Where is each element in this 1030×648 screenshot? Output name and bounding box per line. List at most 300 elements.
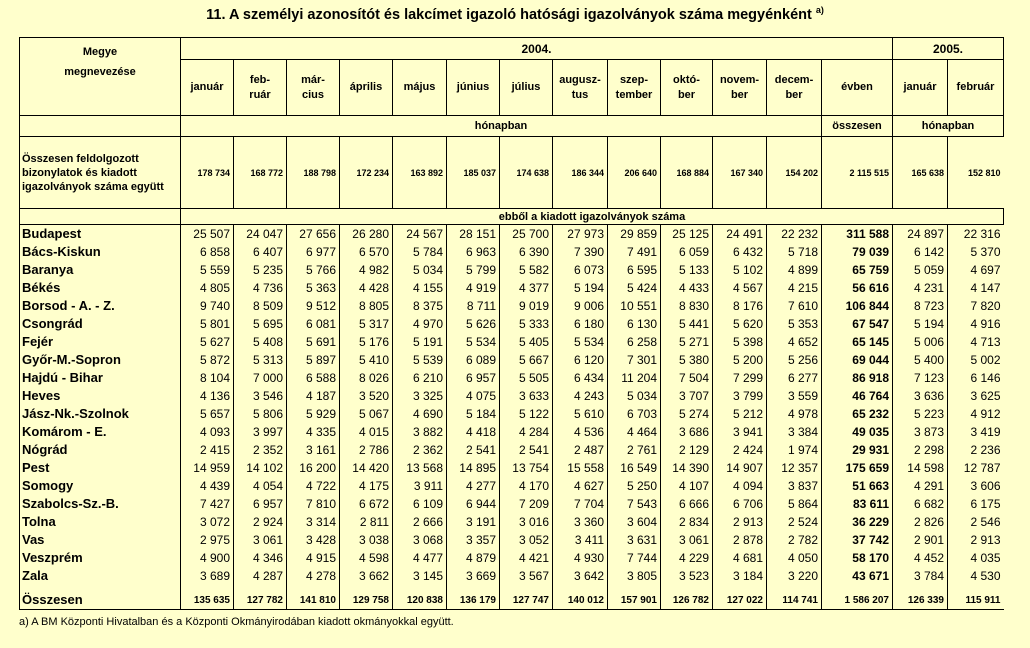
county-value: 4 713 [948,333,1004,351]
county-value: 22 316 [948,225,1004,244]
county-value: 4 050 [767,549,822,567]
county-value: 2 546 [948,513,1004,531]
county-value: 2 782 [767,531,822,549]
total-processed-value: 165 638 [893,137,948,209]
total-processed-value: 188 798 [287,137,340,209]
county-value: 65 232 [822,405,893,423]
county-value: 6 666 [661,495,713,513]
county-value: 311 588 [822,225,893,244]
county-value: 6 706 [713,495,767,513]
county-value: 4 287 [234,567,287,585]
county-value: 4 970 [393,315,447,333]
county-value: 3 325 [393,387,447,405]
county-value: 3 411 [553,531,608,549]
county-value: 6 059 [661,243,713,261]
county-value: 4 536 [553,423,608,441]
county-value: 5 784 [393,243,447,261]
county-value: 24 047 [234,225,287,244]
total-processed-value: 172 234 [340,137,393,209]
county-value: 4 243 [553,387,608,405]
county-name: Szabolcs-Sz.-B. [20,495,181,513]
county-value: 43 671 [822,567,893,585]
county-value: 3 220 [767,567,822,585]
county-value: 3 191 [447,513,500,531]
county-value: 3 805 [608,567,661,585]
summary-value: 127 022 [713,585,767,609]
summary-value: 114 741 [767,585,822,609]
county-value: 5 627 [181,333,234,351]
county-name: Budapest [20,225,181,244]
county-value: 5 398 [713,333,767,351]
title-text: 11. A személyi azonosítót és lakcímet igazoló hatósági igazolványok száma megyénként [206,7,812,23]
county-name: Nógrád [20,441,181,459]
summary-value: 126 782 [661,585,713,609]
month-header-line1: októ- [673,73,700,86]
total-processed-value: 167 340 [713,137,767,209]
county-value: 7 744 [608,549,661,567]
month-header-line2: tember [615,88,653,101]
county-value: 8 711 [447,297,500,315]
county-value: 3 642 [553,567,608,585]
county-value: 24 567 [393,225,447,244]
county-value: 4 477 [393,549,447,567]
county-value: 2 129 [661,441,713,459]
county-name: Heves [20,387,181,405]
month-header-2004 [661,60,713,116]
county-value: 4 805 [181,279,234,297]
county-value: 29 859 [608,225,661,244]
county-value: 4 136 [181,387,234,405]
county-value: 5 034 [608,387,661,405]
month-header-line1: február [956,81,995,93]
county-value: 2 424 [713,441,767,459]
county-value: 26 280 [340,225,393,244]
county-value: 14 420 [340,459,393,477]
county-value: 3 052 [500,531,553,549]
county-value: 3 799 [713,387,767,405]
county-value: 4 377 [500,279,553,297]
total-processed-value: 168 772 [234,137,287,209]
county-value: 3 360 [553,513,608,531]
county-value: 3 523 [661,567,713,585]
county-value: 2 524 [767,513,822,531]
county-value: 2 975 [181,531,234,549]
county-value: 3 882 [393,423,447,441]
county-value: 5 133 [661,261,713,279]
month-header-line1: április [349,81,383,93]
county-value: 5 620 [713,315,767,333]
county-value: 5 929 [287,405,340,423]
county-value: 2 541 [447,441,500,459]
county-value: 4 277 [447,477,500,495]
county-value: 5 691 [287,333,340,351]
summary-value: 136 179 [447,585,500,609]
county-header [20,38,181,116]
county-value: 5 626 [447,315,500,333]
table-row [20,459,1004,477]
total-processed-label: Összesen feldolgozott bizonylatok és kiadott igazolványok száma együtt [20,137,181,209]
year-2005-header: 2005. [893,38,1004,60]
table-row [20,315,1004,333]
county-value: 13 568 [393,459,447,477]
county-name: Borsod - A. - Z. [20,297,181,315]
county-value: 6 210 [393,369,447,387]
county-value: 5 799 [447,261,500,279]
table-row [20,225,1004,244]
county-value: 6 130 [608,315,661,333]
table-row [20,333,1004,351]
month-header-line2: ber [677,88,696,101]
total-processed-value: 168 884 [661,137,713,209]
county-value: 5 353 [767,315,822,333]
county-value: 3 068 [393,531,447,549]
month-header-line1: június [456,81,490,93]
table-row [20,513,1004,531]
summary-value: 127 782 [234,585,287,609]
county-value: 25 700 [500,225,553,244]
county-value: 7 543 [608,495,661,513]
county-value: 5 034 [393,261,447,279]
county-value: 4 346 [234,549,287,567]
county-name: Tolna [20,513,181,531]
county-value: 2 913 [948,531,1004,549]
month-header-2005 [893,60,948,116]
month-header-2004 [340,60,393,116]
summary-value: 1 586 207 [822,585,893,609]
county-value: 3 357 [447,531,500,549]
county-value: 175 659 [822,459,893,477]
county-value: 8 375 [393,297,447,315]
county-value: 4 155 [393,279,447,297]
county-value: 7 427 [181,495,234,513]
table-row [20,567,1004,585]
county-value: 5 223 [893,405,948,423]
county-value: 4 567 [713,279,767,297]
county-value: 4 094 [713,477,767,495]
county-name: Fejér [20,333,181,351]
month-header-2004 [553,60,608,116]
county-value: 5 582 [500,261,553,279]
county-value: 16 549 [608,459,661,477]
total-processed-value: 178 734 [181,137,234,209]
county-value: 4 627 [553,477,608,495]
county-value: 3 559 [767,387,822,405]
month-header-line1: január [903,81,937,93]
county-value: 7 491 [608,243,661,261]
county-value: 6 682 [893,495,948,513]
osszesen-label: összesen [822,116,893,137]
county-value: 8 104 [181,369,234,387]
month-header-2005 [948,60,1004,116]
summary-value: 115 911 [948,585,1004,609]
county-value: 5 534 [447,333,500,351]
page-title [0,5,1030,23]
county-value: 4 912 [948,405,1004,423]
county-value: 4 722 [287,477,340,495]
county-value: 2 826 [893,513,948,531]
table-row [20,477,1004,495]
county-value: 10 551 [608,297,661,315]
county-name: Győr-M.-Sopron [20,351,181,369]
county-value: 6 109 [393,495,447,513]
summary-value: 120 838 [393,585,447,609]
county-value: 3 016 [500,513,553,531]
county-value: 2 924 [234,513,287,531]
summary-value: 157 901 [608,585,661,609]
month-header-line1: augusz- [559,73,601,86]
month-header-line2: ber [785,88,803,101]
county-value: 6 175 [948,495,1004,513]
month-header-line2: cius [301,88,324,101]
county-value: 4 899 [767,261,822,279]
county-value: 5 441 [661,315,713,333]
county-value: 5 256 [767,351,822,369]
county-value: 5 313 [234,351,287,369]
county-value: 2 834 [661,513,713,531]
county-value: 6 073 [553,261,608,279]
table-row [20,441,1004,459]
county-value: 5 122 [500,405,553,423]
total-processed-value: 2 115 515 [822,137,893,209]
county-value: 5 102 [713,261,767,279]
county-value: 14 598 [893,459,948,477]
table-row [20,387,1004,405]
county-value: 3 567 [500,567,553,585]
county-value: 2 236 [948,441,1004,459]
statistics-table-frame [19,37,1004,610]
month-header-2004 [393,60,447,116]
county-value: 25 125 [661,225,713,244]
county-value: 4 428 [340,279,393,297]
county-value: 5 067 [340,405,393,423]
county-value: 13 754 [500,459,553,477]
county-value: 5 370 [948,243,1004,261]
summary-value: 127 747 [500,585,553,609]
county-value: 28 151 [447,225,500,244]
county-value: 6 434 [553,369,608,387]
county-name: Hajdú - Bihar [20,369,181,387]
county-value: 6 595 [608,261,661,279]
county-header-line2: megnevezése [64,66,136,78]
county-value: 5 667 [500,351,553,369]
county-value: 5 806 [234,405,287,423]
county-value: 6 390 [500,243,553,261]
county-value: 5 408 [234,333,287,351]
county-value: 29 931 [822,441,893,459]
county-value: 3 546 [234,387,287,405]
total-processed-value: 174 638 [500,137,553,209]
county-value: 3 604 [608,513,661,531]
county-value: 5 194 [553,279,608,297]
county-value: 4 231 [893,279,948,297]
county-value: 51 663 [822,477,893,495]
summary-value: 129 758 [340,585,393,609]
county-value: 5 271 [661,333,713,351]
county-value: 14 390 [661,459,713,477]
county-value: 4 530 [948,567,1004,585]
county-value: 27 656 [287,225,340,244]
county-value: 8 723 [893,297,948,315]
county-value: 6 957 [234,495,287,513]
county-value: 4 464 [608,423,661,441]
county-value: 36 229 [822,513,893,531]
table-row [20,495,1004,513]
county-value: 4 215 [767,279,822,297]
county-value: 7 504 [661,369,713,387]
county-value: 3 662 [340,567,393,585]
county-value: 5 002 [948,351,1004,369]
county-value: 2 786 [340,441,393,459]
county-value: 79 039 [822,243,893,261]
county-value: 4 418 [447,423,500,441]
county-value: 3 633 [500,387,553,405]
county-value: 4 978 [767,405,822,423]
county-value: 4 035 [948,549,1004,567]
county-value: 5 176 [340,333,393,351]
total-processed-value: 163 892 [393,137,447,209]
header-spacer [20,116,181,137]
county-value: 7 390 [553,243,608,261]
county-value: 24 491 [713,225,767,244]
county-value: 5 405 [500,333,553,351]
county-value: 24 897 [893,225,948,244]
county-value: 5 897 [287,351,340,369]
county-name: Komárom - E. [20,423,181,441]
county-value: 5 380 [661,351,713,369]
summary-value: 140 012 [553,585,608,609]
county-value: 5 424 [608,279,661,297]
county-value: 6 120 [553,351,608,369]
county-value: 5 194 [893,315,948,333]
county-value: 3 625 [948,387,1004,405]
county-value: 5 317 [340,315,393,333]
county-value: 2 811 [340,513,393,531]
county-value: 4 175 [340,477,393,495]
county-value: 6 957 [447,369,500,387]
subheading: ebből a kiadott igazolványok száma [181,209,1004,225]
county-value: 5 191 [393,333,447,351]
county-name: Veszprém [20,549,181,567]
month-header-line1: szep- [619,73,649,86]
county-value: 86 918 [822,369,893,387]
county-value: 3 184 [713,567,767,585]
month-header-line1: novem- [719,73,760,86]
county-value: 4 284 [500,423,553,441]
month-header-line1: május [403,81,436,93]
month-header-2004 [234,60,287,116]
county-value: 6 180 [553,315,608,333]
county-value: 4 291 [893,477,948,495]
county-value: 14 907 [713,459,767,477]
county-value: 3 707 [661,387,713,405]
county-value: 6 407 [234,243,287,261]
table-row [20,351,1004,369]
county-value: 16 200 [287,459,340,477]
county-value: 5 410 [340,351,393,369]
table-row [20,279,1004,297]
county-value: 6 081 [287,315,340,333]
county-value: 11 204 [608,369,661,387]
county-value: 3 314 [287,513,340,531]
county-value: 7 820 [948,297,1004,315]
county-value: 4 015 [340,423,393,441]
county-value: 65 759 [822,261,893,279]
county-value: 7 123 [893,369,948,387]
county-value: 2 761 [608,441,661,459]
county-value: 7 704 [553,495,608,513]
county-value: 6 277 [767,369,822,387]
county-value: 1 974 [767,441,822,459]
county-value: 4 452 [893,549,948,567]
county-value: 25 507 [181,225,234,244]
county-value: 8 026 [340,369,393,387]
county-value: 4 187 [287,387,340,405]
county-value: 3 873 [893,423,948,441]
county-value: 106 844 [822,297,893,315]
month-header-line1: már- [301,73,325,86]
county-value: 2 878 [713,531,767,549]
table-row [20,423,1004,441]
year-total-header: évben [822,60,893,116]
county-value: 5 006 [893,333,948,351]
county-value: 5 534 [553,333,608,351]
month-header-2004 [447,60,500,116]
county-value: 6 672 [340,495,393,513]
county-value: 5 539 [393,351,447,369]
county-value: 8 830 [661,297,713,315]
county-value: 6 570 [340,243,393,261]
county-value: 4 681 [713,549,767,567]
county-value: 5 274 [661,405,713,423]
county-value: 46 764 [822,387,893,405]
county-value: 8 509 [234,297,287,315]
county-value: 4 147 [948,279,1004,297]
county-value: 14 895 [447,459,500,477]
county-value: 67 547 [822,315,893,333]
county-value: 4 170 [500,477,553,495]
month-header-line1: július [511,81,541,93]
county-value: 4 433 [661,279,713,297]
county-value: 5 801 [181,315,234,333]
summary-label: Összesen [20,585,181,609]
total-processed-value: 206 640 [608,137,661,209]
month-header-2004 [181,60,234,116]
county-value: 7 000 [234,369,287,387]
county-value: 2 913 [713,513,767,531]
subheading-spacer [20,209,181,225]
table-row [20,369,1004,387]
county-value: 2 352 [234,441,287,459]
county-value: 3 145 [393,567,447,585]
county-value: 4 229 [661,549,713,567]
county-value: 3 636 [893,387,948,405]
county-value: 5 505 [500,369,553,387]
month-header-line1: január [190,81,224,93]
county-value: 3 161 [287,441,340,459]
county-value: 2 415 [181,441,234,459]
footnote: a) A BM Központi Hivatalban és a Központi Okmányirodában kiadott okmányokkal együtt. [19,616,454,628]
county-value: 6 977 [287,243,340,261]
county-value: 22 232 [767,225,822,244]
county-value: 5 184 [447,405,500,423]
county-value: 5 250 [608,477,661,495]
county-name: Csongrád [20,315,181,333]
county-value: 3 631 [608,531,661,549]
county-value: 2 487 [553,441,608,459]
honapban-2005-label: hónapban [893,116,1004,137]
county-name: Zala [20,567,181,585]
county-value: 5 200 [713,351,767,369]
